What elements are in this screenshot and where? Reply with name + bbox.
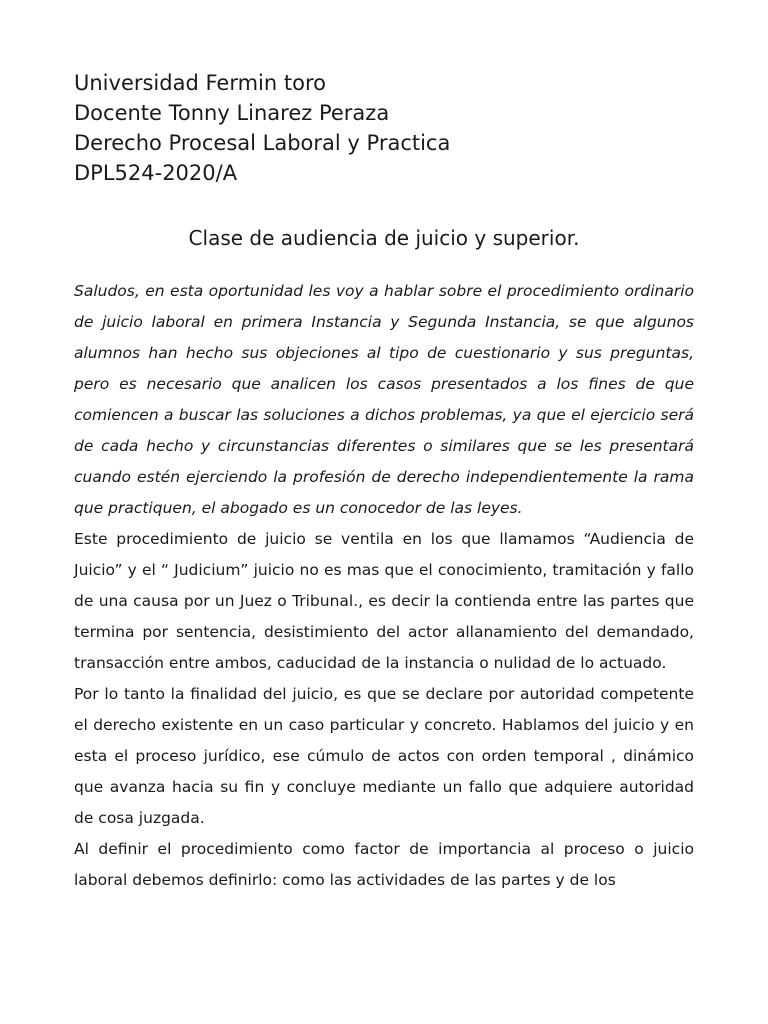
document-page [74,68,694,896]
paragraph-intro: Saludos, en esta oportunidad les voy a hablar sobre el procedimiento ordinario de juicio laboral en primera Instancia y Segunda Instancia, se que algunos alumnos han hecho sus objeciones al tipo de cuestionario y sus preguntas, pero es necesario que analicen los casos presentados a los fines de que comiencen a buscar las soluciones a dichos problemas, ya que el ejercicio será de cada hecho y circunstancias diferentes o similares que se les presentará cuando estén ejerciendo la profesión de derecho independientemente la rama que practiquen, el abogado es un conocedor de las leyes. [74,282,694,517]
university-name: Universidad Fermin toro [74,71,326,95]
paragraph-audiencia: Este procedimiento de juicio se ventila en los que llamamos “Audiencia de Juicio” y el “ Judicium” juicio no es mas que el conocimiento, tramitación y fallo de una causa por un Juez o Tribunal., es decir la contienda entre las partes que termina por sentencia, desistimiento del actor allanamiento del demandado, transacción entre ambos, caducidad de la instancia o nulidad de lo actuado. [74,530,694,672]
document-title: Clase de audiencia de juicio y superior. [188,226,580,250]
course-name: Derecho Procesal Laboral y Practica [74,131,451,155]
paragraph-procedimiento: Al definir el procedimiento como factor de importancia al proceso o juicio laboral debemos definirlo: como las actividades de las partes y de los [74,840,694,889]
document-body [74,276,694,896]
instructor-name: Docente Tonny Linarez Peraza [74,101,390,125]
course-code: DPL524-2020/A [74,161,238,185]
paragraph-finalidad: Por lo tanto la finalidad del juicio, es que se declare por autoridad competente el derecho existente en un caso particular y concreto. Hablamos del juicio y en esta el proceso jurídico, ese cúmulo de actos con orden temporal , dinámico que avanza hacia su fin y concluye mediante un fallo que adquiere autoridad de cosa juzgada. [74,685,694,827]
document-header [74,68,694,188]
